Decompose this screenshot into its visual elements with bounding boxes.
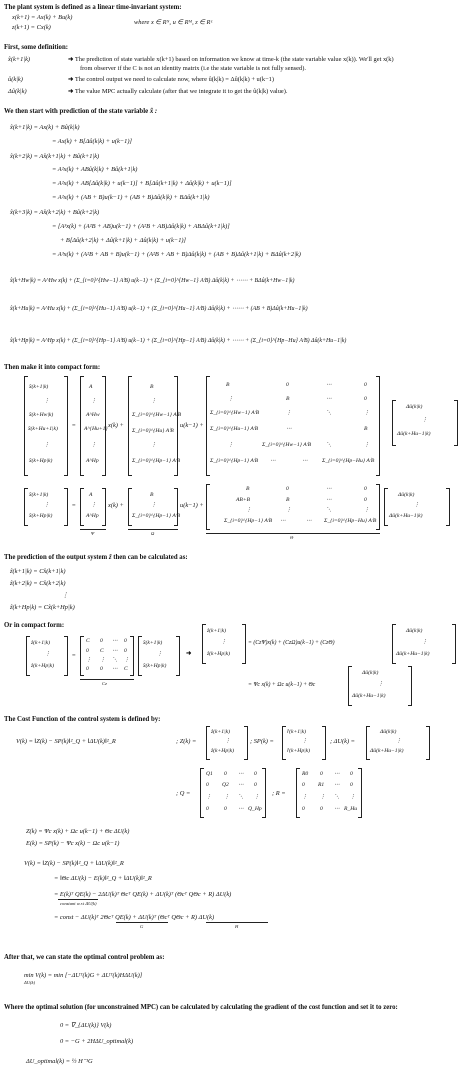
cost-q-label: ; Q = bbox=[176, 790, 191, 797]
def-text-3: ➜ The value MPC actually calculate (after that we integrate it to get the û(k|k) value). bbox=[68, 88, 288, 95]
x-term: x(k) + bbox=[108, 422, 124, 429]
compact2-du-2: Δû(k|k) ⋮ Δû(k+Hu−1|k) bbox=[348, 666, 412, 706]
def-text-2: ➜ The control output we need to calculate now, where û(k|k) = Δû(k|k) + u(k−1) bbox=[68, 76, 274, 83]
output-line-1: ẑ(k+2|k) = Cx̂(k+2|k) bbox=[10, 580, 66, 587]
pred-line-hp: x̂(k+Hp|k) = A^Hp x(k) + (Σ_{i=0}^{Hp−1} AⁱB) u(k−1) + (Σ_{i=0}^{Hp−1} AⁱB) Δû(k|k) + ⋯⋯ + (Σ_{i=0}^{Hp−Hu} AⁱB) Δû(k+Hu−1|k) bbox=[10, 338, 347, 344]
psi-label: Ψ bbox=[91, 531, 95, 536]
compact2-title: Or in compact form: bbox=[4, 622, 65, 629]
compact2-lhs-2: ẑ(k+1|k) ⋮ ẑ(k+Hp|k) bbox=[202, 624, 246, 664]
pred-line-hu: x̂(k+Hu|k) = A^Hu x(k) + (Σ_{i=0}^{Hu−1} AⁱB) u(k−1) + (Σ_{i=0}^{Hu−1} AⁱB) Δû(k|k) + ⋯⋯ + (AB + B)Δû(k+Hu−1|k) bbox=[10, 306, 308, 312]
pred-line-5: = A²x(k) + (AB + B)u(k−1) + (AB + B)Δû(k|k) + BΔû(k+1|k) bbox=[52, 194, 210, 201]
omega-label: Ω bbox=[151, 531, 155, 536]
output-line-2: ⋮ bbox=[62, 592, 69, 599]
pred-line-7: = [A³x(k) + (A²B + AB)u(k−1) + (A²B + AB)Δû(k|k) + ABΔû(k+1|k)] bbox=[52, 223, 230, 230]
optimal-eq: min V(k) = min [−ΔUᵀ(k)G + ΔUᵀ(k)HΔU(k)] bbox=[24, 972, 143, 979]
solution-line-1: 0 = −G + 2HΔU_optimal(k) bbox=[60, 1038, 134, 1045]
arrow-icon: ➜ bbox=[68, 88, 74, 95]
compact2-eq-a: = (CzΨ)x(k) + (CzΩ)u(k−1) + (CzΘ) bbox=[248, 640, 335, 646]
output-line-3: ẑ(k+Hp|k) = Cx̂(k+Hp|k) bbox=[10, 604, 75, 611]
pred-line-hw: x̂(k+Hw|k) = A^Hw x(k) + (Σ_{i=0}^{Hw−1} AⁱB) u(k−1) + (Σ_{i=0}^{Hw−1} AⁱB) Δû(k|k) + ⋯⋯ + BΔû(k+Hw−1|k) bbox=[10, 278, 295, 284]
cost-du-vector: Δû(k|k) ⋮ Δû(k+Hu−1|k) bbox=[366, 726, 430, 760]
plant-title: The plant system is defined as a linear time-invariant system: bbox=[4, 4, 182, 11]
u-term: u(k−1) + bbox=[180, 422, 204, 429]
cost-title: The Cost Function of the control system is defined by: bbox=[4, 716, 161, 723]
solution-title: Where the optimal solution (for unconstrained MPC) can be calculated by calculating the gradient of the cost function and set it to zero: bbox=[4, 1004, 398, 1011]
pred-line-1: = Ax(k) + B[Δû(k|k) + u(k−1)] bbox=[52, 138, 132, 145]
output-title: The prediction of the output system ẑ then can be calculated as: bbox=[4, 554, 188, 561]
def-text-1b: from observer if the C is not an identity matrix (i.e the state variable is not fully sensed). bbox=[80, 65, 306, 72]
r-matrix: R0 0 ⋯ 0 0 R1 ⋯ 0 ⋮ ⋮ ⋱ ⋮ 0 0 ⋯ R_Hu bbox=[296, 768, 362, 818]
compact-short-psi: A ⋮ A^Hp bbox=[80, 488, 106, 526]
pred-line-8: + B[Δû(k+2|k) + Δû(k+1|k) + Δû(k|k) + u(k−1)] bbox=[60, 237, 187, 244]
cost-v: V(k) = ‖Z(k) − SP(k)‖²_Q + ‖ΔU(k)‖²_R bbox=[16, 738, 116, 745]
plant-eq-1: x(k+1) = Ax(k) + Bu(k) bbox=[12, 14, 73, 21]
const-underbrace bbox=[58, 899, 98, 900]
equals-sign: = bbox=[72, 422, 76, 429]
cost-sp-label: ; SP(k) = bbox=[250, 738, 274, 745]
arrow-icon: ➜ bbox=[68, 76, 74, 83]
compact-b-vector: B ⋮ Σ_{i=0}^{Hw−1} AⁱB Σ_{i=0}^{Hu} AⁱB ⋮ Σ_{i=0}^{Hp−1} AⁱB bbox=[128, 376, 178, 476]
output-line-0: ẑ(k+1|k) = Cx̂(k+1|k) bbox=[10, 568, 66, 575]
cost-expand-1: = ‖Θc ΔU(k) − E(k)‖²_Q + ‖ΔU(k)‖²_R bbox=[54, 875, 152, 882]
cost-z-vector: ẑ(k+1|k) ⋮ ẑ(k+Hp|k) bbox=[206, 726, 248, 760]
pred-line-2: x̂(k+2|k) = Ax̂(k+1|k) + Bû(k+1|k) bbox=[10, 153, 100, 160]
omega-underbrace bbox=[128, 529, 178, 530]
x-term: x(k) + bbox=[108, 502, 124, 509]
const-label: constant w.r.t ΔU(k) bbox=[60, 901, 97, 906]
compact-lhs-vector: x̂(k+1|k) ⋮ x̂(k+Hw|k) x̂(k+Hu+1|k) ⋮ x̂(k+Hp|k) bbox=[24, 376, 68, 476]
equals-sign: = bbox=[72, 652, 76, 659]
optimal-under: ΔU(k) bbox=[24, 980, 36, 985]
compact-short-theta: B 0 ⋯ 0 AB+B B ⋯ 0 ⋮ ⋮ ⋱ ⋮ Σ_{i=0}^{Hp−1} AⁱB ⋯ ⋯ Σ_{i=0}^{Hp−Hu} AⁱB bbox=[206, 484, 380, 530]
solution-line-0: 0 = ∇_{ΔU(k)} V(k) bbox=[60, 1022, 112, 1029]
compact2-rhs: x̂(k+1|k) ⋮ x̂(k+Hp|k) bbox=[138, 636, 180, 676]
pred-line-3: = A²x(k) + ABû(k|k) + Bû(k+1|k) bbox=[52, 166, 138, 173]
cost-expand-0: V(k) = ‖Z(k) − SP(k)‖²_Q + ‖ΔU(k)‖²_R bbox=[24, 860, 124, 867]
plant-eq-2: z(k+1) = Cx(k) bbox=[12, 24, 51, 31]
def-symbol-3: Δû(k|k) bbox=[8, 88, 27, 95]
cost-def-z: Z(k) = Ψc x(k) + Ωc u(k−1) + Θc ΔU(k) bbox=[26, 828, 130, 835]
cz-label: Cz bbox=[102, 681, 107, 686]
compact-short-du: Δû(k|k) ⋮ Δû(k+Hu−1|k) bbox=[384, 488, 450, 526]
g-underbrace bbox=[116, 922, 168, 923]
h-label: H bbox=[235, 924, 239, 929]
arrow-icon: ➜ bbox=[186, 650, 192, 657]
pred-line-0: x̂(k+1|k) = Ax(k) + Bû(k|k) bbox=[10, 124, 80, 131]
pred-line-4: = A²x(k) + AB[Δû(k|k) + u(k−1)] + B[Δû(k+1|k) + Δû(k|k) + u(k−1)] bbox=[52, 180, 232, 187]
compact-short-lhs: x̂(k+1|k) ⋮ x̂(k+Hp|k) bbox=[24, 488, 68, 526]
q-matrix: Q1 0 ⋯ 0 0 Q2 ⋯ 0 ⋮ ⋮ ⋱ ⋮ 0 0 ⋯ Q_Hp bbox=[200, 768, 266, 818]
cost-du-label: ; ΔU(k) = bbox=[330, 738, 355, 745]
definitions-title: First, some definition: bbox=[4, 44, 68, 51]
def-symbol-1: x̂(k+1|k) bbox=[8, 56, 31, 63]
solution-line-2: ΔU_optimal(k) = ½ H⁻¹G bbox=[26, 1058, 93, 1065]
def-text-1: ➜ The prediction of state variable x(k+1) based on information we know at time-k (the state variable value x(k)). We'll get x(k) bbox=[68, 56, 394, 63]
u-term: u(k−1) + bbox=[180, 502, 204, 509]
cz-matrix: C 0 ⋯ 0 0 C ⋯ 0 ⋮ ⋮ ⋱ ⋮ 0 0 ⋯ C bbox=[80, 636, 134, 676]
cost-def-e: E(k) = SP(k) − Ψc x(k) − Ωc u(k−1) bbox=[26, 840, 120, 847]
equals-sign: = bbox=[72, 502, 76, 509]
pred-line-6: x̂(k+3|k) = Ax̂(k+2|k) + Bû(k+2|k) bbox=[10, 209, 100, 216]
compact2-du-1: Δû(k|k) ⋮ Δû(k+Hu−1|k) bbox=[392, 624, 456, 664]
compact2-eq-b: = Ψc x(k) + Ωc u(k−1) + Θc bbox=[248, 682, 316, 688]
compact-short-omega: B ⋮ Σ_{i=0}^{Hp−1} AⁱB bbox=[128, 488, 178, 526]
compact-title: Then make it into compact form: bbox=[4, 364, 101, 371]
cost-z-label: ; Z(k) = bbox=[176, 738, 197, 745]
cost-expand-2: = E(k)ᵀ QE(k) − 2ΔU(k)ᵀ Θcᵀ QE(k) + ΔU(k)ᵀ (Θcᵀ QΘc + R) ΔU(k) bbox=[54, 891, 232, 898]
compact-a-vector: A ⋮ A^Hw A^{Hu+1} ⋮ A^Hp bbox=[80, 376, 106, 476]
compact2-lhs: ẑ(k+1|k) ⋮ ẑ(k+Hp|k) bbox=[26, 636, 68, 676]
plant-where: where x ∈ Rᴺ, u ∈ Rᴹ, z ∈ Rᶻ bbox=[134, 19, 212, 26]
optimal-title: After that, we can state the optimal control problem as: bbox=[4, 954, 165, 961]
cz-underbrace bbox=[80, 679, 134, 680]
theta-label: Θ bbox=[290, 535, 294, 540]
cost-r-label: ; R = bbox=[272, 790, 286, 797]
def-symbol-2: û(k|k) bbox=[8, 76, 23, 83]
psi-underbrace bbox=[80, 529, 106, 530]
compact-big-matrix: B 0 ⋯ 0 ⋮ B ⋯ 0 Σ_{i=0}^{Hw−1} AⁱB ⋮ ⋱ ⋮ Σ_{i=0}^{Hu−1} AⁱB ⋯ B ⋮ Σ_{i=0}^{Hw−1} AⁱB ⋱ ⋮ Σ_{i=0}^{Hp−1} AⁱB ⋯ ⋯ Σ_{i=0}^{Hp−Hu} AⁱB bbox=[206, 376, 380, 476]
prediction-title: We then start with prediction of the state variable x̂ : bbox=[4, 108, 158, 115]
cost-sp-vector: r̂(k+1|k) ⋮ r̂(k+Hp|k) bbox=[282, 726, 326, 760]
arrow-icon: ➜ bbox=[68, 56, 74, 63]
theta-underbrace bbox=[206, 533, 380, 534]
h-underbrace bbox=[206, 922, 268, 923]
cost-expand-3: = const − ΔU(k)ᵀ 2Θcᵀ QE(k) + ΔU(k)ᵀ (Θcᵀ QΘc + R) ΔU(k) bbox=[54, 914, 215, 921]
pred-line-9: = A³x(k) + (A²B + AB + B)u(k−1) + (A²B + AB + B)Δû(k|k) + (AB + B)Δû(k+1|k) + BΔû(k+2|k) bbox=[52, 251, 301, 258]
g-label: G bbox=[140, 924, 144, 929]
compact-du-vector: Δû(k|k) ⋮ Δû(k+Hu−1|k) bbox=[392, 400, 458, 446]
